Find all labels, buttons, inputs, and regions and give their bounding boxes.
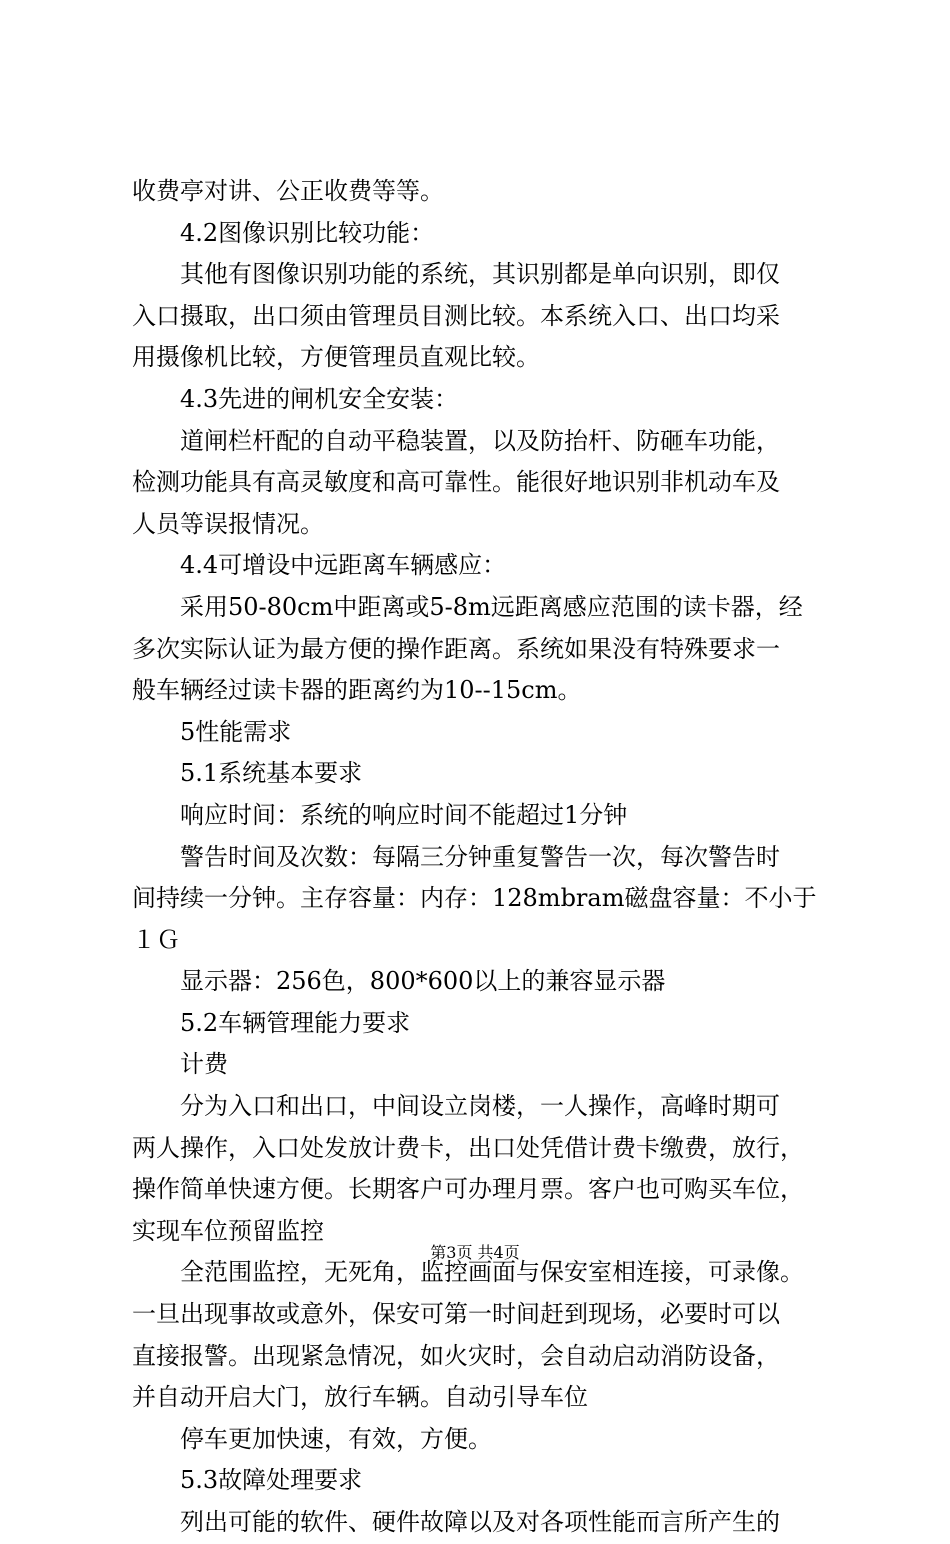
text-line: 实现车位预留监控 bbox=[132, 1216, 324, 1245]
text-line: 用摄像机比较，方便管理员直观比较。 bbox=[132, 343, 540, 372]
text-line: 一旦出现事故或意外，保安可第一时间赶到现场，必要时可以 bbox=[132, 1300, 780, 1329]
text-line: 显示器：256色，800*600以上的兼容显示器 bbox=[180, 967, 666, 996]
text-line: 道闸栏杆配的自动平稳装置，以及防抬杆、防砸车功能， bbox=[180, 426, 780, 455]
text-line: 人员等误报情况。 bbox=[132, 509, 324, 538]
text-line: 停车更加快速，有效，方便。 bbox=[180, 1424, 492, 1453]
page-footer: 第3页 共4页 bbox=[430, 1243, 520, 1262]
text-line: 收费亭对讲、公正收费等等。 bbox=[132, 177, 444, 205]
text-line: 5.1系统基本要求 bbox=[180, 759, 363, 788]
text-line: 4.4可增设中远距离车辆感应： bbox=[180, 551, 507, 580]
text-line: 全范围监控，无死角，监控画面与保安室相连接，可录像。 bbox=[180, 1258, 804, 1287]
text-line: 5.3故障处理要求 bbox=[180, 1466, 363, 1495]
text-line: 计费 bbox=[180, 1050, 228, 1079]
text-line: 其他有图像识别功能的系统，其识别都是单向识别，即仅 bbox=[180, 260, 780, 289]
text-line: 入口摄取，出口须由管理员目测比较。本系统入口、出口均采 bbox=[132, 301, 780, 330]
text-line: 采用50-80cm中距离或5-8m远距离感应范围的读卡器，经 bbox=[180, 592, 803, 621]
text-line: 检测功能具有高灵敏度和高可靠性。能很好地识别非机动车及 bbox=[132, 468, 780, 497]
text-line: 5性能需求 bbox=[180, 717, 292, 746]
text-line: 多次实际认证为最方便的操作距离。系统如果没有特殊要求一 bbox=[132, 634, 780, 663]
text-line: 两人操作，入口处发放计费卡，出口处凭借计费卡缴费，放行， bbox=[132, 1133, 804, 1162]
text-line: 并自动开启大门，放行车辆。自动引导车位 bbox=[132, 1383, 588, 1412]
text-line: 5.2车辆管理能力要求 bbox=[180, 1008, 411, 1037]
text-line: 响应时间：系统的响应时间不能超过1分钟 bbox=[180, 800, 628, 829]
document-body bbox=[132, 171, 832, 1544]
text-line: 列出可能的软件、硬件故障以及对各项性能而言所产生的 bbox=[180, 1508, 780, 1536]
text-line: 操作简单快速方便。长期客户可办理月票。客户也可购买车位， bbox=[132, 1175, 804, 1204]
text-line: 直接报警。出现紧急情况，如火灾时，会自动启动消防设备， bbox=[132, 1341, 780, 1370]
text-line: １Ｇ bbox=[132, 925, 180, 954]
text-line: 4.2图像识别比较功能： bbox=[180, 218, 435, 247]
text-line: 间持续一分钟。主存容量：内存：128mbram磁盘容量：不小于 bbox=[132, 884, 817, 913]
text-line: 分为入口和出口，中间设立岗楼，一人操作，高峰时期可 bbox=[180, 1092, 780, 1121]
text-line: 般车辆经过读卡器的距离约为10--15cm。 bbox=[132, 676, 582, 705]
text-line: 4.3先进的闸机安全安装： bbox=[180, 384, 459, 413]
text-line: 警告时间及次数：每隔三分钟重复警告一次，每次警告时 bbox=[180, 842, 780, 871]
